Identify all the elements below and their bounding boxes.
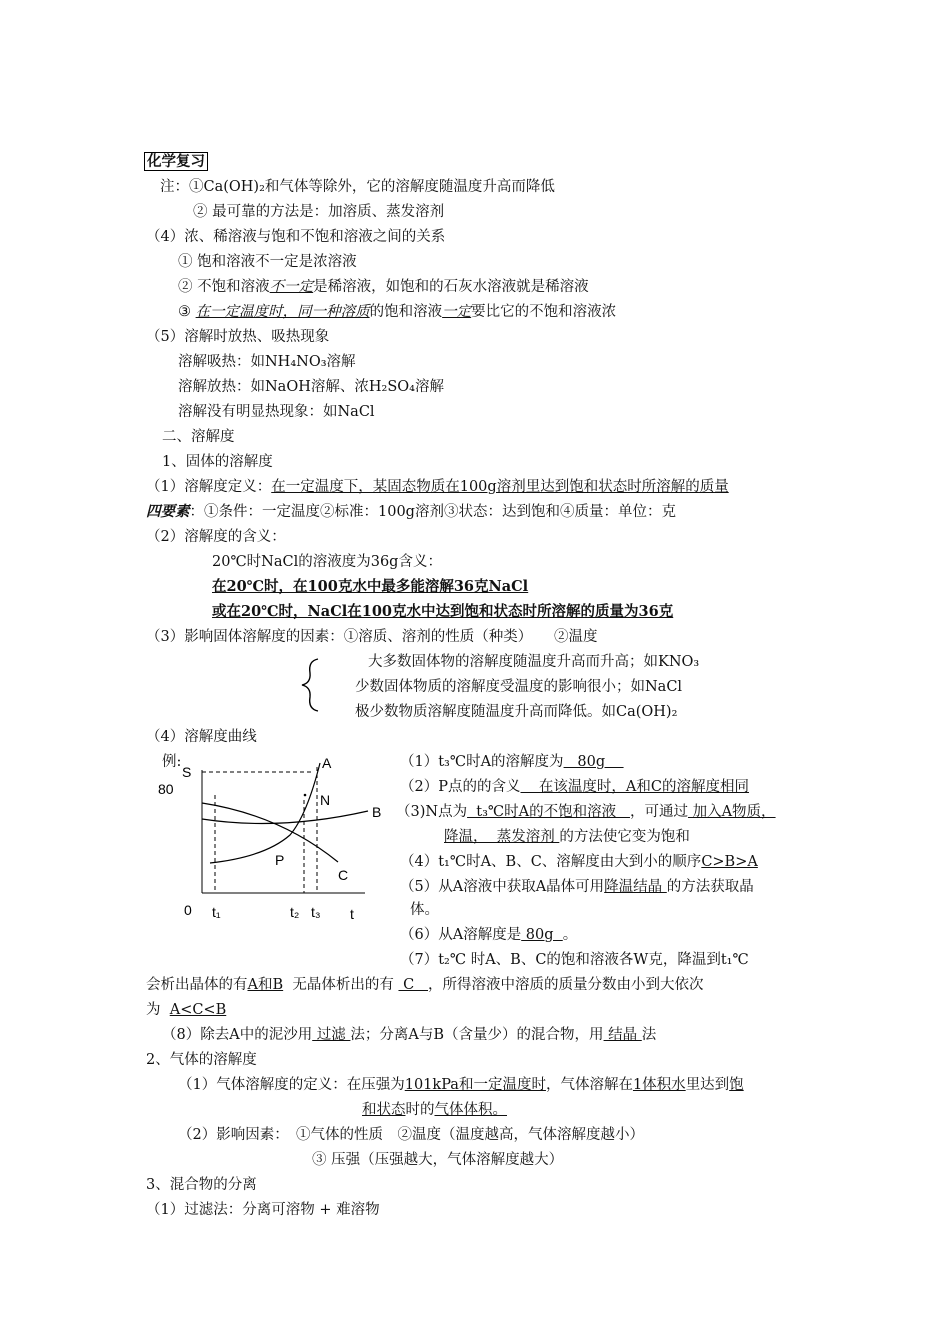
section-4-item-3	[178, 302, 616, 322]
text: 为	[146, 1002, 170, 1018]
y-label: S	[182, 764, 192, 780]
text: 要比它的不饱和溶液浓	[471, 304, 617, 320]
curve-heading: （4）溶解度曲线	[146, 729, 257, 745]
meaning-2: 在20℃时，在100克水中最多能溶解36克NaCl	[212, 578, 529, 595]
section-4-item-2	[178, 277, 589, 297]
question-5	[400, 877, 754, 897]
text: 是稀溶液，如饱和的石灰水溶液就是稀溶液	[313, 279, 589, 295]
point-n-dot	[304, 794, 307, 797]
text: A和B	[247, 977, 284, 993]
factor-2: 少数固体物质的溶解度受温度的影响很小；如NaCl	[355, 679, 683, 695]
text: （6）从A溶解度是	[400, 927, 522, 943]
text: t₃℃时A的不饱和溶液	[467, 804, 630, 820]
solubility-chart	[150, 745, 395, 930]
series-c-label: C	[338, 867, 349, 883]
gas-definition	[178, 1075, 744, 1095]
series-c-line	[202, 803, 338, 862]
text: 气体体积。	[434, 1102, 507, 1118]
question-1	[400, 752, 624, 772]
text: 在一定温度下，某固态物质在100g溶剂里达到饱和状态时所溶解的质量	[271, 479, 729, 495]
text: （8）除去A中的泥沙用	[162, 1027, 313, 1043]
solid-solubility-heading: 1、固体的溶解度	[162, 454, 273, 470]
question-7: （7）t₂℃ 时A、B、C的饱和溶液各W克，降温到t₁℃	[400, 952, 749, 968]
text: 的方法获取晶	[666, 879, 754, 895]
section-2-heading: 二、溶解度	[162, 429, 235, 445]
question-3	[396, 802, 776, 822]
text: 法	[641, 1027, 657, 1043]
text: ② 不饱和溶液	[178, 279, 270, 295]
text: （3)N点为	[396, 804, 468, 820]
x-tick-t3: t₃	[311, 904, 321, 920]
question-8	[162, 1025, 656, 1045]
text: C	[398, 977, 428, 993]
text: ：①条件：一定温度②标准：100g溶剂③状态：达到饱和④质量：单位：克	[189, 504, 676, 520]
factor-1: 大多数固体物的溶解度随温度升高而升高；如KNO₃	[368, 654, 700, 670]
origin-label: 0	[184, 902, 192, 918]
curly-brace-icon	[298, 657, 326, 713]
gas-factors: （2）影响因素： ①气体的性质 ②温度（温度越高，气体溶解度越小）	[178, 1127, 644, 1143]
factor-3: 极少数物质溶解度随温度升高而降低。如Ca(OH)₂	[355, 704, 678, 720]
title-text: 化学复习	[144, 152, 208, 171]
text: 加入A物质，	[687, 804, 776, 820]
text: （2）P点的的含义	[400, 779, 521, 795]
definition	[146, 477, 729, 497]
series-a-line	[210, 763, 320, 863]
text: 的方法使它变为饱和	[559, 829, 690, 845]
text: （1）t₃℃时A的溶解度为	[400, 754, 564, 770]
section-5-line-2: 溶解放热：如NaOH溶解、浓H₂SO₄溶解	[178, 379, 444, 395]
question-4	[400, 852, 758, 872]
series-a-label: A	[322, 755, 332, 771]
text: ③	[178, 304, 196, 320]
text: 无晶体析出的有	[283, 977, 399, 993]
question-2	[400, 777, 749, 797]
text: 80g	[563, 754, 624, 770]
text: （5）从A溶液中获取A晶体可用	[400, 879, 605, 895]
text: （4）t₁℃时A、B、C、溶解度由大到小的顺序	[400, 854, 702, 870]
meaning-heading: （2）溶解度的含义：	[146, 529, 286, 545]
text: （1）气体溶解度的定义：在压强为	[178, 1077, 405, 1093]
text: 101kPa和一定温度时	[404, 1077, 546, 1093]
question-3-cont	[444, 827, 690, 847]
text: 不一定	[269, 279, 314, 295]
text: 四要素	[146, 503, 190, 520]
x-label: t	[350, 906, 354, 922]
question-7-line-3	[146, 1000, 226, 1020]
text: 降温， 蒸发溶剂	[444, 829, 560, 845]
text: C>B>A	[701, 854, 758, 870]
text: 饱	[729, 1077, 744, 1093]
note-1: 注：①Ca(OH)₂和气体等除外，它的溶解度随温度升高而降低	[160, 179, 555, 195]
meaning-3: 或在20℃时，NaCl在100克水中达到饱和状态时所溶解的质量为36克	[212, 603, 674, 620]
text: 和状态	[362, 1102, 406, 1118]
section-5-line-1: 溶解吸热：如NH₄NO₃溶解	[178, 354, 356, 370]
text: ，可通过	[629, 804, 688, 820]
text: 降温结晶	[604, 879, 667, 895]
section-5-heading: （5）溶解时放热、吸热现象	[146, 329, 330, 345]
mixture-filtration: （1）过滤法：分离可溶物 + 难溶物	[146, 1202, 380, 1218]
example-label: 例:	[162, 754, 182, 770]
point-p-label: P	[275, 852, 285, 868]
text: 法；分离A与B（含量少）的混合物，用	[350, 1027, 604, 1043]
note-2: ② 最可靠的方法是：加溶质、蒸发溶剂	[193, 204, 445, 220]
text: 1体积水	[632, 1077, 686, 1093]
text: （1）溶解度定义：	[146, 479, 272, 495]
section-5-line-3: 溶解没有明显热现象：如NaCl	[178, 404, 375, 420]
gas-definition-cont	[362, 1100, 507, 1120]
text: 。	[562, 927, 578, 943]
gas-heading: 2、气体的溶解度	[146, 1052, 257, 1068]
text: 时的	[405, 1102, 435, 1118]
question-6	[400, 925, 577, 945]
doc-title	[144, 152, 208, 172]
series-b-line	[202, 811, 368, 824]
text: 在该温度时，A和C的溶解度相同	[520, 779, 749, 795]
text: ，所得溶液中溶质的质量分数由小到大依次	[428, 977, 704, 993]
text: 过滤	[312, 1027, 351, 1043]
x-tick-t2: t₂	[290, 904, 300, 920]
point-n-label: N	[320, 792, 331, 808]
factors: （3）影响固体溶解度的因素：①溶质、溶剂的性质（种类） ②温度	[146, 629, 598, 645]
series-b-label: B	[372, 804, 382, 820]
text: 一定	[442, 304, 472, 320]
text: 会析出晶体的有	[146, 977, 248, 993]
gas-factor-3: ③ 压强（压强越大，气体溶解度越大）	[312, 1152, 564, 1168]
meaning-1: 20℃时NaCl的溶液度为36g含义：	[212, 554, 442, 570]
y-tick-80: 80	[158, 781, 174, 797]
mixture-heading: 3、混合物的分离	[146, 1177, 257, 1193]
x-tick-t1: t₁	[212, 904, 221, 920]
text: A<C<B	[169, 1002, 227, 1018]
text: 的饱和溶液	[369, 304, 443, 320]
question-7-line-2	[146, 975, 704, 995]
text: ，气体溶解在	[545, 1077, 633, 1093]
section-4-heading: （4）浓、稀溶液与饱和不饱和溶液之间的关系	[146, 229, 446, 245]
question-5-cont: 体。	[410, 902, 439, 918]
section-4-item-1: ① 饱和溶液不一定是浓溶液	[178, 254, 357, 270]
text: 在一定温度时，同一种溶质	[195, 304, 370, 320]
text: 结晶	[603, 1027, 642, 1043]
four-elements	[146, 502, 676, 522]
text: 里达到	[685, 1077, 730, 1093]
text: 80g	[521, 927, 563, 943]
